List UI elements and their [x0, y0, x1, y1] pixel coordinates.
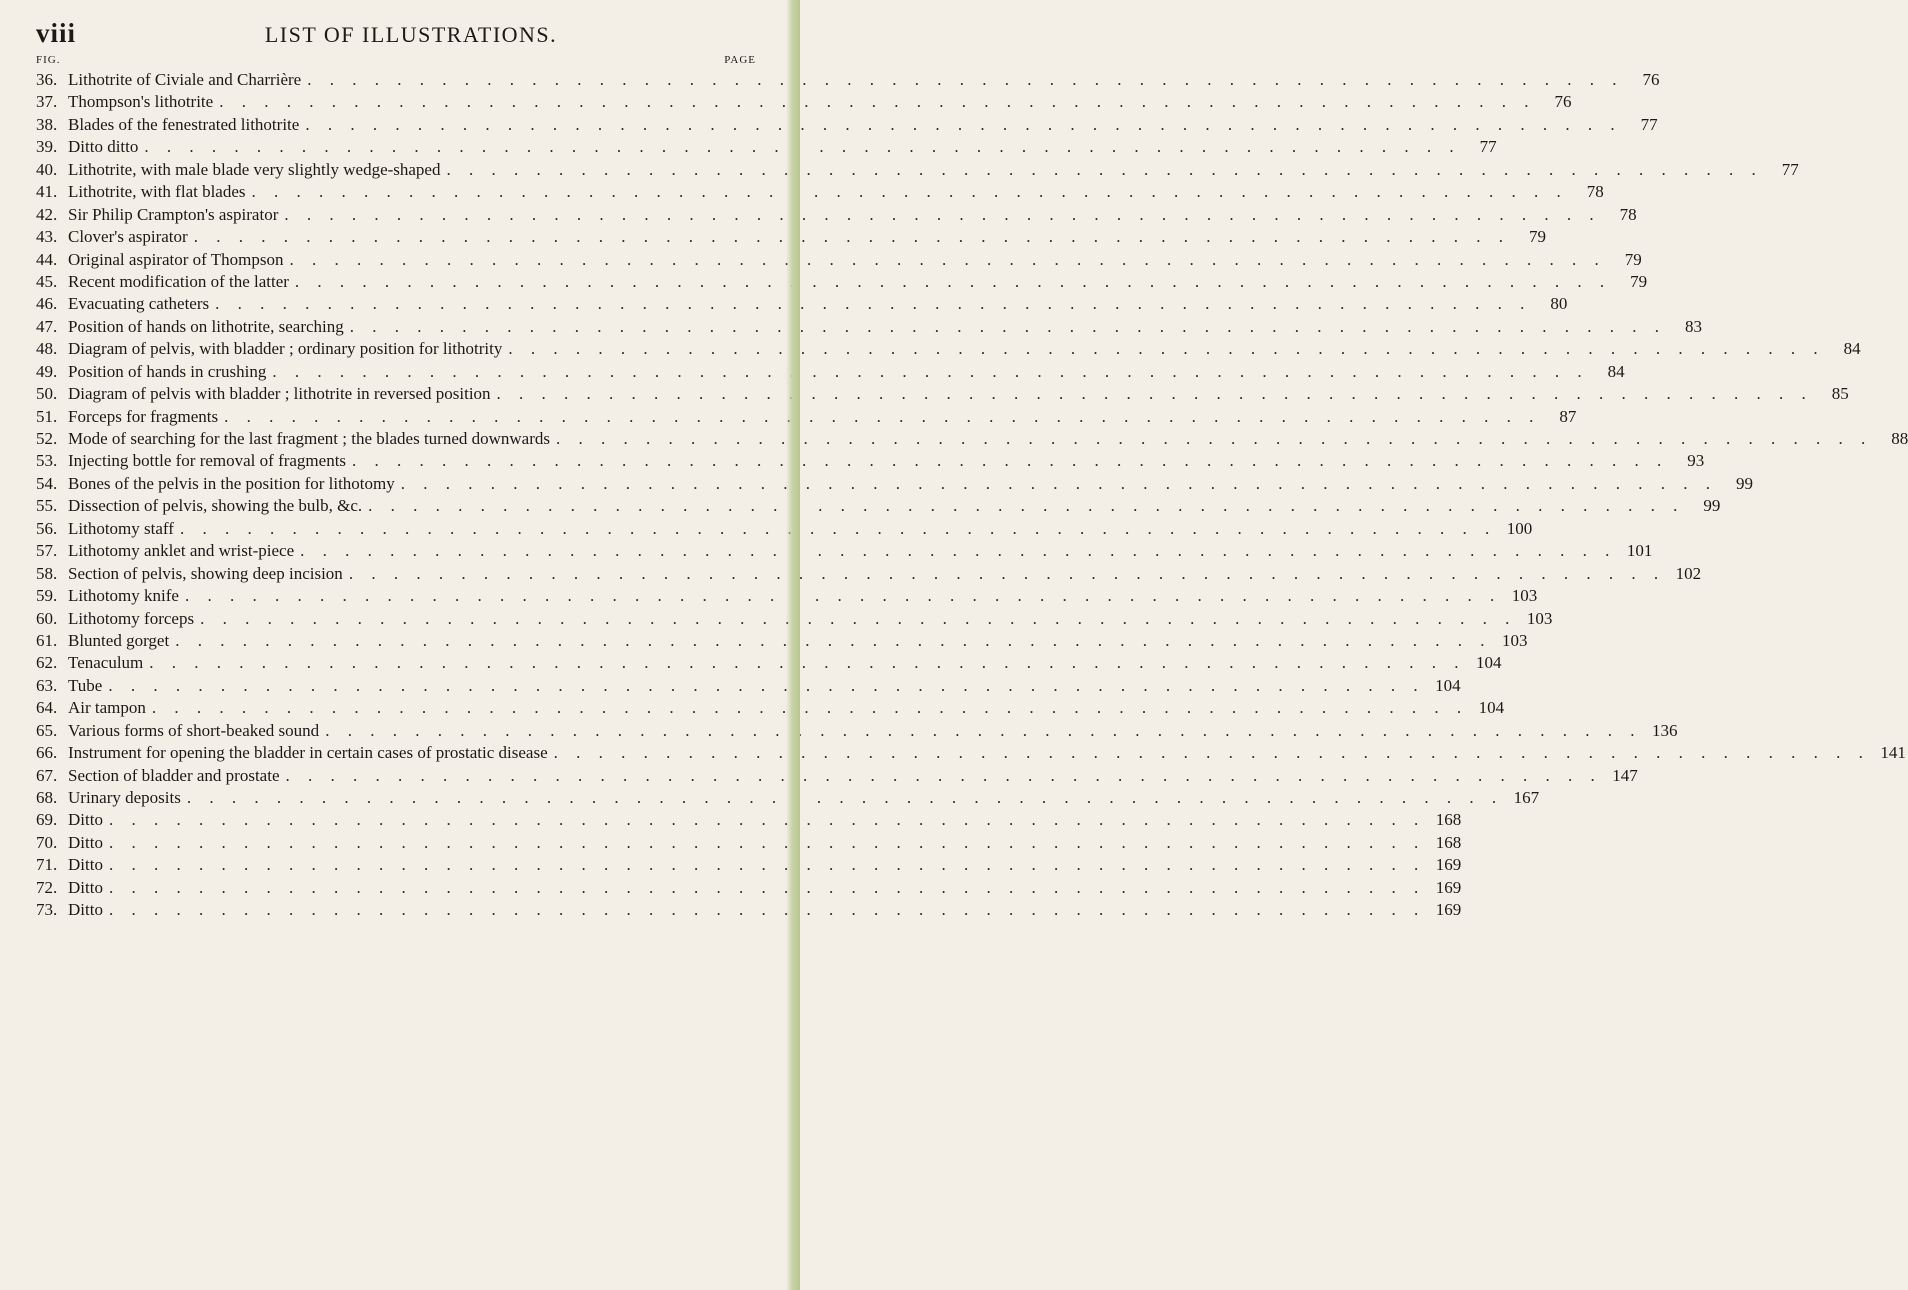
page-reference: 78: [1619, 204, 1637, 224]
dot-leader: [299, 115, 1621, 135]
page-reference: 169: [1435, 900, 1462, 920]
figure-number: 49.: [36, 361, 58, 381]
list-item: [36, 406, 1577, 429]
page-reference: 103: [1501, 630, 1528, 650]
dot-leader: [343, 564, 1665, 584]
figure-number: 64.: [36, 698, 58, 718]
dot-leader: [344, 317, 1666, 337]
page-reference: 169: [1435, 855, 1462, 875]
figure-number: 55.: [36, 496, 58, 516]
dot-leader: [548, 743, 1870, 763]
figure-title: Blunted gorget: [68, 630, 170, 650]
page-header: [36, 18, 756, 52]
dot-leader: [103, 878, 1425, 898]
page-reference: 168: [1435, 832, 1462, 852]
figure-number: 68.: [36, 788, 58, 807]
list-item: [36, 720, 1678, 743]
figure-number: 44.: [36, 249, 58, 269]
figure-title: Position of hands in crushing: [68, 361, 267, 381]
page-reference: 102: [1675, 563, 1702, 583]
figure-title: Evacuating catheters: [68, 294, 210, 314]
figure-title: Blades of the fenestrated lithotrite: [68, 114, 300, 134]
page-reference: 104: [1476, 653, 1502, 673]
page-reference: 88: [1891, 429, 1908, 448]
figure-title: Ditto ditto: [68, 137, 139, 157]
figure-number: 42.: [36, 204, 58, 224]
figure-title: Ditto: [68, 900, 103, 920]
list-item: [36, 496, 1721, 518]
dot-leader: [218, 407, 1540, 427]
figure-title: Injecting bottle for removal of fragments: [68, 451, 347, 471]
list-item: [36, 630, 1528, 653]
figure-number: 70.: [36, 832, 58, 852]
dot-leader: [103, 900, 1425, 920]
figure-title: Original aspirator of Thompson: [68, 249, 284, 269]
list-item: [36, 249, 1642, 272]
figure-number: 38.: [36, 114, 58, 134]
dot-leader: [491, 384, 1813, 404]
list-item: [36, 765, 1638, 788]
list-item: [36, 316, 1702, 339]
page-reference: 84: [1843, 339, 1861, 359]
list-item: [36, 810, 1462, 832]
dot-leader: [395, 474, 1717, 494]
figure-title: Mode of searching for the last fragment ; the blades turned downwards: [68, 429, 550, 448]
running-title: LIST OF ILLUSTRATIONS.: [264, 22, 558, 47]
page-reference: 141: [1880, 743, 1906, 763]
dot-leader: [283, 250, 1605, 270]
dot-leader: [102, 676, 1424, 696]
figure-title: Diagram of pelvis, with bladder ; ordinary position for lithotrity: [68, 339, 503, 359]
page-column-label: PAGE: [724, 54, 756, 66]
list-item: [36, 473, 1754, 496]
figure-number: 65.: [36, 720, 58, 740]
figure-number: 67.: [36, 765, 58, 785]
figure-number: 56.: [36, 518, 58, 538]
figure-number: 40.: [36, 159, 58, 179]
figure-title: Forceps for fragments: [68, 406, 219, 426]
page-reference: 136: [1651, 720, 1678, 740]
dot-leader: [143, 653, 1465, 673]
figure-title: Section of bladder and prostate: [68, 765, 280, 785]
figure-title: Ditto: [68, 810, 103, 830]
figure-number: 48.: [36, 339, 58, 359]
page-reference: 168: [1435, 810, 1462, 830]
page-reference: 85: [1831, 384, 1849, 404]
list-item: [36, 563, 1702, 586]
figure-title: Thompson's lithotrite: [68, 92, 214, 112]
list-item: [36, 743, 1906, 765]
figure-title: Position of hands on lithotrite, searching: [68, 316, 344, 336]
figure-title: Lithotomy anklet and wrist-piece: [68, 541, 295, 561]
list-item: [36, 608, 1553, 631]
page-reference: 76: [1642, 70, 1660, 89]
list-item: [36, 204, 1637, 227]
list-item: [36, 114, 1658, 137]
page-reference: 167: [1513, 788, 1540, 807]
dot-leader: [174, 519, 1496, 539]
dot-leader: [103, 855, 1425, 875]
figure-title: Tube: [68, 675, 103, 695]
figure-number: 72.: [36, 877, 58, 897]
dot-leader: [280, 766, 1602, 786]
figure-number: 53.: [36, 451, 58, 471]
figure-number: 52.: [36, 429, 58, 448]
figure-number: 63.: [36, 675, 58, 695]
figure-number: 66.: [36, 743, 58, 763]
dot-leader: [266, 362, 1588, 382]
figure-title: Diagram of pelvis with bladder ; lithotrite in reversed position: [68, 384, 491, 404]
list-item: [36, 429, 1908, 451]
page-reference: 78: [1586, 182, 1604, 202]
figure-title: Bones of the pelvis in the position for lithotomy: [68, 473, 395, 493]
figure-title: Clover's aspirator: [68, 227, 188, 247]
dot-leader: [289, 272, 1611, 292]
figure-title: Ditto: [68, 877, 103, 897]
page-reference: 77: [1640, 114, 1658, 134]
figure-number: 41.: [36, 182, 58, 202]
dot-leader: [194, 609, 1516, 629]
page-reference: 83: [1685, 316, 1702, 336]
dot-leader: [362, 496, 1684, 516]
figure-number: 39.: [36, 137, 58, 157]
dot-leader: [213, 92, 1535, 112]
figure-number: 60.: [36, 608, 58, 628]
dot-leader: [103, 833, 1425, 853]
page-reference: 77: [1781, 159, 1799, 179]
figure-title: Section of pelvis, showing deep incision: [68, 563, 343, 583]
list-item: [36, 182, 1604, 204]
figure-number: 62.: [36, 653, 58, 673]
list-item: [36, 294, 1568, 316]
list-item: [36, 788, 1540, 810]
figure-number: 46.: [36, 294, 58, 314]
page-edge-shadow: [786, 0, 800, 1290]
figure-title: Recent modification of the latter: [68, 271, 289, 291]
page-reference: 99: [1703, 496, 1721, 516]
list-item: [36, 900, 1462, 922]
dot-leader: [346, 451, 1668, 471]
figure-number: 54.: [36, 473, 58, 493]
dot-leader: [169, 631, 1491, 651]
page-reference: 104: [1435, 675, 1461, 695]
figure-number: 73.: [36, 900, 58, 920]
page-reference: 79: [1624, 249, 1642, 269]
figure-title: Instrument for opening the bladder in certain cases of prostatic disease: [68, 743, 548, 763]
figure-number: 36.: [36, 70, 58, 89]
page-reference: 103: [1511, 586, 1538, 606]
figure-title: Air tampon: [68, 698, 146, 718]
figure-title: Lithotrite, with male blade very slightly wedge-shaped: [68, 159, 441, 179]
figure-title: Dissection of pelvis, showing the bulb, &c.: [68, 496, 363, 516]
list-item: [36, 159, 1799, 182]
figure-number: 58.: [36, 563, 58, 583]
figure-number: 69.: [36, 810, 58, 830]
figure-number: 59.: [36, 586, 58, 606]
figure-number: 51.: [36, 406, 58, 426]
figure-number: 71.: [36, 855, 58, 875]
list-item: [36, 877, 1462, 900]
figure-title: Lithotomy knife: [68, 586, 179, 606]
dot-leader: [146, 698, 1468, 718]
list-item: [36, 70, 1660, 92]
figure-number: 37.: [36, 92, 58, 112]
dot-leader: [550, 429, 1872, 449]
list-item: [36, 855, 1462, 877]
list-item: [36, 675, 1461, 698]
page-reference: 87: [1559, 406, 1577, 426]
list-item: [36, 451, 1705, 473]
list-item: [36, 384, 1849, 406]
page-reference: 101: [1626, 541, 1653, 561]
dot-leader: [103, 810, 1425, 830]
figure-number: 61.: [36, 630, 58, 650]
page-reference: 79: [1630, 271, 1648, 291]
list-item: [36, 361, 1625, 384]
figure-number: 45.: [36, 271, 58, 291]
page-reference: 147: [1612, 765, 1638, 785]
dot-leader: [188, 227, 1510, 247]
dot-leader: [181, 788, 1503, 808]
dot-leader: [246, 182, 1568, 202]
figure-number: 50.: [36, 384, 58, 404]
figure-title: Lithotrite, with flat blades: [68, 182, 246, 202]
dot-leader: [440, 160, 1762, 180]
page-reference: 100: [1506, 518, 1533, 538]
dot-leader: [209, 294, 1531, 314]
list-item: [36, 541, 1653, 563]
list-item: [36, 339, 1861, 361]
figure-number: 47.: [36, 316, 58, 336]
list-item: [36, 227, 1546, 249]
figure-title: Ditto: [68, 855, 103, 875]
page-reference: 93: [1687, 451, 1705, 471]
figure-title: Sir Philip Crampton's aspirator: [68, 204, 279, 224]
dot-leader: [278, 205, 1600, 225]
list-item: [36, 92, 1572, 114]
fig-column-label: FIG.: [36, 54, 61, 66]
list-item: [36, 518, 1533, 541]
dot-leader: [294, 541, 1616, 561]
list-item: [36, 271, 1648, 294]
figure-title: Lithotomy forceps: [68, 608, 195, 628]
list-item: [36, 137, 1497, 159]
page-reference: 103: [1526, 608, 1553, 628]
dot-leader: [179, 586, 1501, 606]
figure-title: Lithotrite of Civiale and Charrière: [68, 70, 302, 89]
figure-number: 57.: [36, 541, 58, 561]
figure-title: Lithotomy staff: [68, 518, 174, 538]
list-item: [36, 698, 1505, 720]
dot-leader: [502, 339, 1824, 359]
page-number: viii: [36, 18, 77, 48]
figure-number: 43.: [36, 227, 58, 247]
page-reference: 79: [1528, 227, 1546, 247]
page-reference: 77: [1479, 137, 1497, 157]
figure-title: Tenaculum: [68, 653, 144, 673]
page-reference: 99: [1736, 473, 1754, 493]
list-item: [36, 586, 1538, 608]
figure-title: Urinary deposits: [68, 788, 181, 807]
figure-title: Various forms of short-beaked sound: [68, 720, 320, 740]
figure-title: Ditto: [68, 832, 103, 852]
dot-leader: [319, 721, 1641, 741]
page-reference: 169: [1435, 877, 1462, 897]
page-reference: 76: [1554, 92, 1572, 112]
illustration-list: [36, 70, 1908, 923]
list-item: [36, 832, 1462, 855]
page-reference: 104: [1478, 698, 1505, 718]
page-reference: 84: [1607, 361, 1625, 381]
dot-leader: [301, 70, 1623, 90]
page-reference: 80: [1550, 294, 1568, 314]
list-item: [36, 653, 1502, 675]
